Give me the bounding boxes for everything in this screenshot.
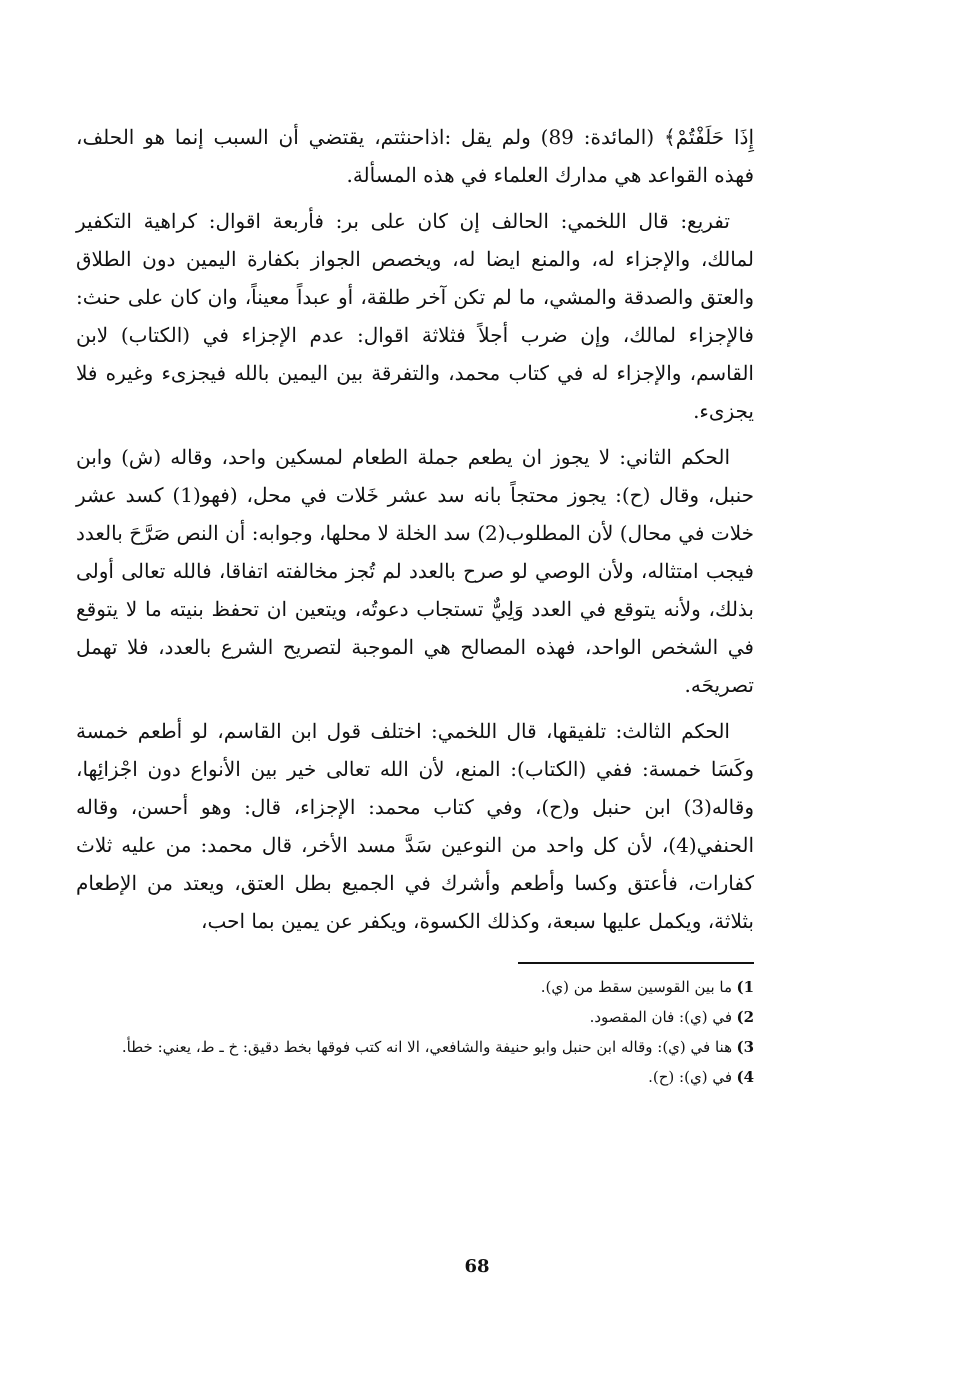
footnote-text: في (ي): فان المقصود. bbox=[589, 1008, 732, 1026]
footnote bbox=[76, 972, 754, 1002]
footnote bbox=[76, 1032, 754, 1062]
footnote-separator bbox=[518, 962, 754, 964]
footnote-number: 1) bbox=[736, 978, 754, 996]
footnote-text: هنا في (ي): وقاله ابن حنبل وابو حنيفة والشافعي، الا انه كتب فوقها بخط دقيق: خ ـ ط، يعني: خطأ. bbox=[121, 1038, 732, 1056]
main-text bbox=[76, 118, 754, 940]
footnote-number: 2) bbox=[736, 1008, 754, 1026]
footnote bbox=[76, 1002, 754, 1032]
footnotes bbox=[76, 972, 754, 1092]
footnote bbox=[76, 1062, 754, 1092]
page-number: 68 bbox=[464, 1256, 490, 1277]
footnote-text: ما بين القوسين سقط من (ي). bbox=[540, 978, 732, 996]
footnote-number: 4) bbox=[736, 1068, 754, 1086]
footnote-number: 3) bbox=[736, 1038, 754, 1056]
paragraph-1: إِذَا حَلَفْتُمْ﴾ (المائدة: 89) ولم يقل :اذاحنثتم، يقتضي أن السبب إنما هو الحلف، فهذه القواعد هي مدارك العلماء في هذه المسألة. bbox=[76, 125, 754, 187]
paragraph-4: الحكم الثالث: تلفيقها، قال اللخمي: اختلف قول ابن القاسم، لو أطعم خمسة وكَسَا خمسة: ففي (الكتاب): المنع، لأن الله تعالى خير بين الأنواع دون اجْزائِها، وقاله(3) ابن حنبل و(ح)، وفي كتاب محمد: الإجزاء، قال: وهو أحسن، وقاله الحنفي(4)، لأن كل واحد من النوعين سَدَّ مسد الأخر، قال محمد: من عليه ثلاث كفارات، فأعتق وكسا وأطعم وأشرك في الجميع بطل العتق، ويعتد من الإطعام بثلاثة، ويكمل عليها سبعة، وكذلك الكسوة، ويكفر عن يمين بما احب، bbox=[76, 719, 754, 933]
footnote-text: في (ي): (ح). bbox=[648, 1068, 732, 1086]
paragraph-2: تفريع: قال اللخمي: الحالف إن كان على بر: فأربعة اقوال: كراهية التكفير لمالك، والإجزاء له، والمنع ايضا له، ويخصص الجواز بكفارة اليمين دون الطلاق والعتق والصدقة والمشي، ما لم تكن آخر طلقة، أو عبداً معيناً، وان كان على حنث: فالإجزاء لمالك، وإن ضرب أجلاً فثلاثة اقوال: عدم الإجزاء في (الكتاب) لابن القاسم، والإجزاء له في كتاب محمد، والتفرقة بين اليمين بالله فيجزىء وغيره فلا يجزىء. bbox=[76, 209, 754, 423]
paragraph-3: الحكم الثاني: لا يجوز ان يطعم جملة الطعام لمسكين واحد، وقاله (ش) وابن حنبل، وقال (ح): يجوز محتجاً بانه سد عشر خَلات في محل، (فهو(1) كسد عشر خلات في محال) لأن المطلوب(2) سد الخلة لا محلها، وجوابه: أن النص صَرَّحَ بالعدد فيجب امتثاله، ولأن الوصي لو صرح بالعدد لم تُجز مخالفته اتفاقا، فالله تعالى أولى بذلك، ولأنه يتوقع في العدد وَلِيٌّ تستجاب دعوتُه، ويتعين ان تحفظ بنيته ما لا يتوقع في الشخص الواحد، فهذه المصالح هي الموجبة لتصريح الشرع بالعدد، فلا تهمل تصريحَه. bbox=[76, 445, 754, 697]
